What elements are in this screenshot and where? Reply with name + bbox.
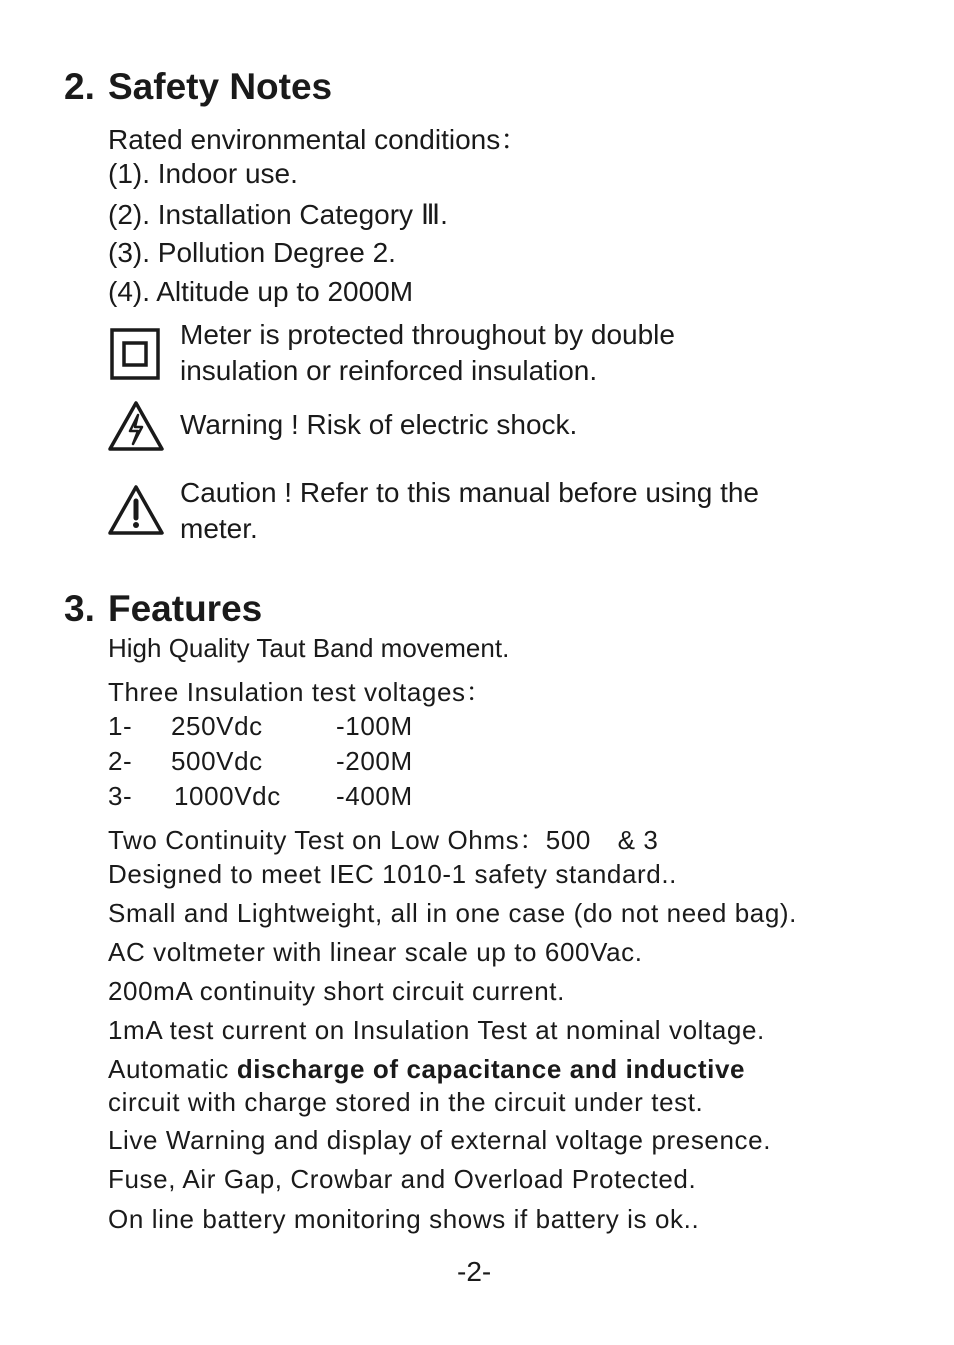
double-insulation-text: Meter is protected throughout by double: [180, 319, 675, 350]
section-number-safety: 2.: [64, 66, 95, 107]
feature-line: Small and Lightweight, all in one case (do not need bag).: [108, 898, 797, 928]
page-number: -2-: [457, 1256, 492, 1287]
caution-text: Caution ! Refer to this manual before using the: [180, 477, 760, 508]
feature-line: Fuse, Air Gap, Crowbar and Overload Protected.: [108, 1164, 697, 1194]
section-title-safety: Safety Notes: [108, 66, 333, 107]
condition-item: (1). Indoor use.: [108, 158, 298, 189]
feature-line: [108, 1054, 745, 1085]
voltage-range: -200M: [336, 746, 413, 776]
caution-text: meter.: [180, 513, 258, 544]
voltage-value: 500Vdc: [171, 746, 263, 776]
feature-line: High Quality Taut Band movement.: [108, 633, 510, 663]
double-insulation-text: insulation or reinforced insulation.: [180, 355, 598, 386]
feature-line: 1mA test current on Insulation Test at nominal voltage.: [108, 1015, 765, 1045]
feature-line: circuit with charge stored in the circuit under test.: [108, 1087, 704, 1117]
voltage-index: 2-: [108, 746, 133, 776]
discharge-bold: discharge of capacitance and inductive: [236, 1054, 746, 1084]
discharge-prefix: Automatic: [108, 1054, 237, 1084]
feature-line: On line battery monitoring shows if battery is ok..: [108, 1204, 700, 1234]
shock-warning-text: Warning ! Risk of electric shock.: [180, 409, 578, 440]
voltage-value: 1000Vdc: [174, 781, 281, 811]
feature-line: Live Warning and display of external voltage presence.: [108, 1125, 772, 1155]
conditions-intro: Rated environmental conditions：: [108, 124, 529, 155]
voltage-index: 1-: [108, 711, 133, 741]
condition-item: (2). Installation Category Ⅲ.: [108, 199, 448, 230]
feature-line: AC voltmeter with linear scale up to 600Vac.: [108, 937, 643, 967]
section-number-features: 3.: [64, 588, 95, 629]
double-insulation-icon: [110, 328, 160, 380]
condition-item: (3). Pollution Degree 2.: [108, 237, 396, 268]
voltage-value: 250Vdc: [171, 711, 263, 741]
feature-line: Two Continuity Test on Low Ohms：500 & 3: [108, 825, 659, 855]
section-title-features: Features: [108, 588, 263, 629]
caution-icon: [107, 484, 165, 536]
feature-line: Three Insulation test voltages：: [108, 677, 493, 707]
electric-shock-warning-icon: [107, 400, 165, 452]
voltage-range: -400M: [336, 781, 413, 811]
feature-line: 200mA continuity short circuit current.: [108, 976, 565, 1006]
feature-line: Designed to meet IEC 1010-1 safety standard..: [108, 859, 677, 889]
voltage-range: -100M: [336, 711, 413, 741]
condition-item: (4). Altitude up to 2000M: [108, 276, 414, 307]
voltage-index: 3-: [108, 781, 133, 811]
